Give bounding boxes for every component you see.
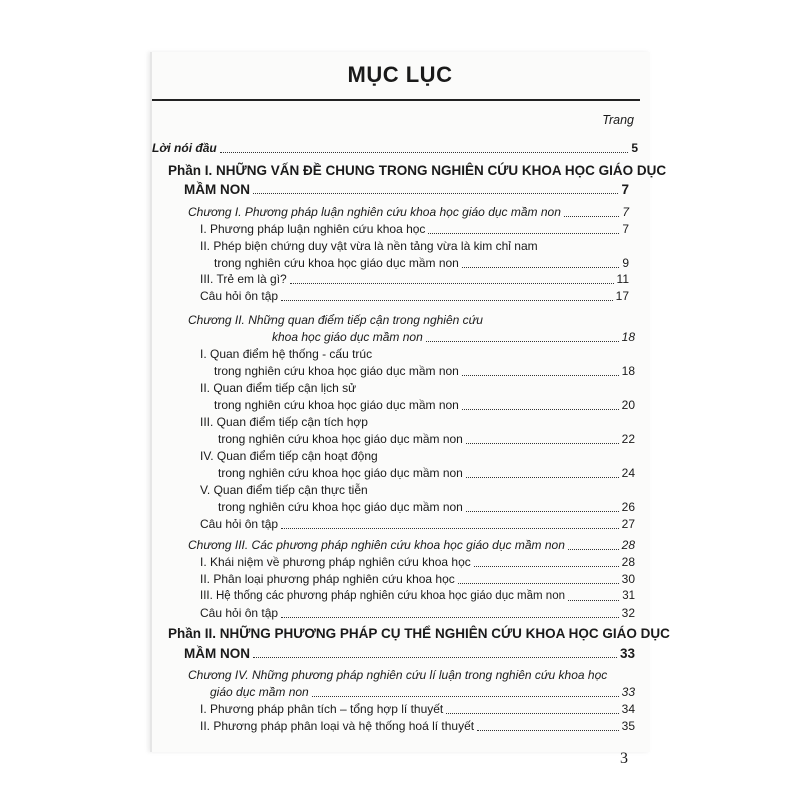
dot-leader <box>466 477 619 478</box>
toc-page-number: 5 <box>631 141 638 155</box>
dot-leader <box>477 730 619 731</box>
dot-leader <box>568 549 619 550</box>
toc-entry-3-1 <box>200 555 635 570</box>
toc-entry-text: III. Hệ thống các phương pháp nghiên cứu khoa học giáo dục mầm non <box>200 590 565 602</box>
dot-leader <box>474 566 619 567</box>
toc-entry-2-5 <box>218 500 635 515</box>
dot-leader <box>462 375 619 376</box>
toc-entry-3-3 <box>200 589 635 604</box>
toc-entry-text: III. Trẻ em là gì? <box>200 272 287 286</box>
dot-leader <box>564 216 619 217</box>
dot-leader <box>253 193 618 194</box>
toc-page-number: 11 <box>616 272 629 286</box>
toc-page-number: 9 <box>622 256 629 270</box>
toc-entry-1-2 <box>214 256 629 271</box>
toc-part-2-line1: Phần II. NHỮNG PHƯƠNG PHÁP CỤ THỂ NGHIÊN CỨU KHOA HỌC GIÁO DỤC <box>168 626 670 641</box>
toc-entry-2-2 <box>214 398 635 413</box>
dot-leader <box>290 283 614 284</box>
toc-entry-text: Chương I. Phương pháp luận nghiên cứu khoa học giáo dục mầm non <box>188 205 561 219</box>
toc-page-number: 24 <box>621 466 635 480</box>
toc-page-number: 35 <box>621 719 635 733</box>
toc-entry-2-3-line1: III. Quan điểm tiếp cận tích hợp <box>200 415 368 429</box>
toc-entry-text: MẦM NON <box>184 182 250 197</box>
page-title: MỤC LỤC <box>347 62 453 87</box>
toc-entry-4-1 <box>200 702 635 717</box>
toc-page-number: 33 <box>619 646 635 661</box>
toc-entry-text: MẦM NON <box>184 646 250 661</box>
dot-leader <box>312 696 619 697</box>
toc-page-number: 27 <box>621 517 635 531</box>
dot-leader <box>466 443 619 444</box>
toc-page-number: 18 <box>621 330 635 344</box>
toc-entry-chapter-3 <box>188 538 635 553</box>
toc-entry-text: trong nghiên cứu khoa học giáo dục mầm non <box>214 398 459 412</box>
dot-leader <box>426 341 619 342</box>
toc-entry-chapter-1 <box>188 205 629 220</box>
toc-page-number: 30 <box>621 572 635 586</box>
toc-entry-1-1 <box>200 222 629 237</box>
toc-entry-text: II. Phân loại phương pháp nghiên cứu khoa học <box>200 572 455 586</box>
toc-entry-chapter-4-line1: Chương IV. Những phương pháp nghiên cứu lí luận trong nghiên cứu khoa học <box>188 668 608 682</box>
toc-entry-2-5-line1: V. Quan điểm tiếp cận thực tiễn <box>200 483 368 497</box>
toc-entry-1-review <box>200 289 629 304</box>
toc-entry-2-1 <box>214 364 635 379</box>
toc-page-number: 28 <box>621 555 635 569</box>
toc-page-number: 7 <box>622 222 629 236</box>
toc-entry-text: Câu hỏi ôn tập <box>200 606 279 620</box>
toc-entry-1-3 <box>200 272 629 287</box>
toc-page-number: 34 <box>621 702 635 716</box>
toc-page-number: 7 <box>621 182 629 197</box>
dot-leader <box>462 267 619 268</box>
toc-entry-chapter-4 <box>210 685 635 700</box>
toc-entry-2-4 <box>218 466 635 481</box>
toc-entry-text: I. Phương pháp phân tích – tổng hợp lí thuyết <box>200 702 444 716</box>
page-number: 3 <box>620 750 628 767</box>
dot-leader <box>466 511 619 512</box>
toc-page-number: 33 <box>621 685 635 699</box>
toc-part-1-line1: Phần I. NHỮNG VẤN ĐỀ CHUNG TRONG NGHIÊN CỨU KHOA HỌC GIÁO DỤC <box>168 163 667 178</box>
toc-page-number: 26 <box>621 500 635 514</box>
toc-entry-text: Câu hỏi ôn tập <box>200 517 279 531</box>
dot-leader <box>281 300 613 301</box>
dot-leader <box>568 600 619 601</box>
toc-page-number: 32 <box>621 606 635 620</box>
toc-page-number: 17 <box>615 289 629 303</box>
toc-entry-2-3 <box>218 432 635 447</box>
dot-leader <box>281 617 619 618</box>
toc-entry-text: Câu hỏi ôn tập <box>200 289 279 303</box>
toc-entry-3-2 <box>200 572 635 587</box>
toc-entry-text: trong nghiên cứu khoa học giáo dục mầm non <box>214 256 459 270</box>
dot-leader <box>281 528 619 529</box>
toc-entry-text: trong nghiên cứu khoa học giáo dục mầm non <box>218 466 463 480</box>
toc-entry-part-2 <box>184 646 635 661</box>
toc-entry-text: khoa học giáo dục mầm non <box>272 330 423 344</box>
toc-page-number: 20 <box>621 398 635 412</box>
toc-entry-chapter-2 <box>272 330 635 345</box>
toc-entry-text: II. Phương pháp phân loại và hệ thống hoá lí thuyết <box>200 719 475 733</box>
toc-page-number: 22 <box>621 432 635 446</box>
page-column-header: Trang <box>602 113 634 127</box>
dot-leader <box>428 233 619 234</box>
toc-entry-text: I. Phương pháp luận nghiên cứu khoa học <box>200 222 426 236</box>
toc-entry-2-2-line1: II. Quan điểm tiếp cận lịch sử <box>200 381 357 395</box>
toc-entry-1-2-line1: II. Phép biện chứng duy vật vừa là nền tảng vừa là kim chỉ nam <box>200 239 538 253</box>
toc-page-number: 7 <box>622 205 629 219</box>
toc-entry-2-1-line1: I. Quan điểm hệ thống - cấu trúc <box>200 347 373 361</box>
toc-entry-chapter-2-line1: Chương II. Những quan điểm tiếp cận trong nghiên cứu <box>188 313 483 327</box>
toc-entry-text: trong nghiên cứu khoa học giáo dục mầm non <box>218 500 463 514</box>
toc-entry-2-review <box>200 517 635 532</box>
toc-entry-preface <box>152 141 638 156</box>
dot-leader <box>220 152 629 153</box>
toc-entry-text: trong nghiên cứu khoa học giáo dục mầm non <box>214 364 459 378</box>
dot-leader <box>462 409 619 410</box>
toc-entry-2-4-line1: IV. Quan điểm tiếp cận hoạt động <box>200 449 378 463</box>
toc-entry-3-review <box>200 606 635 621</box>
toc-entry-text: trong nghiên cứu khoa học giáo dục mầm non <box>218 432 463 446</box>
toc-entry-text: Chương III. Các phương pháp nghiên cứu khoa học giáo dục mầm non <box>188 538 565 552</box>
toc-entry-text: Lời nói đầu <box>152 141 217 155</box>
toc-entry-text: I. Khái niệm về phương pháp nghiên cứu khoa học <box>200 555 471 569</box>
toc-page-number: 31 <box>622 590 635 602</box>
toc-entry-4-2 <box>200 719 635 734</box>
toc-page-number: 28 <box>621 538 635 552</box>
toc-entry-part-1 <box>184 182 629 197</box>
dot-leader <box>458 583 619 584</box>
dot-leader <box>446 713 618 714</box>
toc-page-number: 18 <box>621 364 635 378</box>
dot-leader <box>253 657 617 658</box>
toc-entry-text: giáo dục mầm non <box>210 685 309 699</box>
